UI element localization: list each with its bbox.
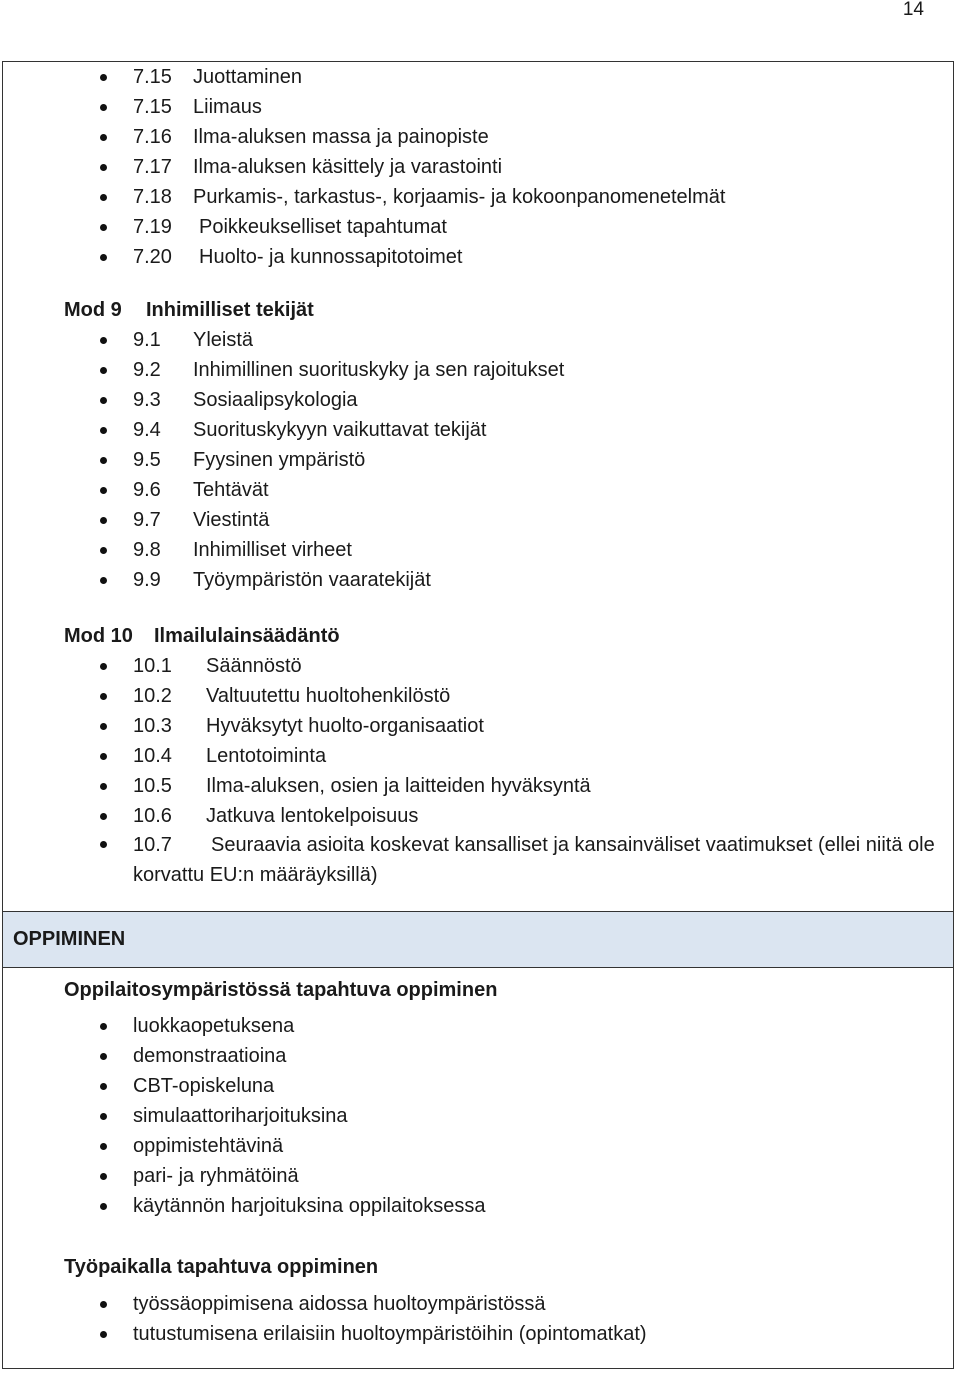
bullet-icon xyxy=(100,723,107,730)
page-number: 14 xyxy=(902,0,924,20)
item-label: Jatkuva lentokelpoisuus xyxy=(206,805,419,827)
section-title: OPPIMINEN xyxy=(13,928,126,950)
bullet-icon xyxy=(100,1331,107,1338)
bullet-icon xyxy=(100,337,107,344)
bullet-icon xyxy=(100,104,107,111)
item-number: 9.5 xyxy=(133,449,161,471)
bullet-icon xyxy=(100,783,107,790)
content-frame xyxy=(2,61,954,1369)
item-label: työssäoppimisena aidossa huoltoympäristössä xyxy=(133,1293,546,1315)
bullet-icon xyxy=(100,457,107,464)
item-number: 9.8 xyxy=(133,539,161,561)
bullet-icon xyxy=(100,397,107,404)
bullet-icon xyxy=(100,1023,107,1030)
bullet-icon xyxy=(100,753,107,760)
item-number: 10.3 xyxy=(133,715,172,737)
bullet-icon xyxy=(100,841,107,848)
bullet-icon xyxy=(100,1203,107,1210)
item-label: Hyväksytyt huolto-organisaatiot xyxy=(206,715,484,737)
item-label: Säännöstö xyxy=(206,655,302,677)
item-label: Työympäristön vaaratekijät xyxy=(193,569,431,591)
item-label: CBT-opiskeluna xyxy=(133,1075,275,1097)
module-code: Mod 9 xyxy=(64,299,122,321)
item-number: 9.6 xyxy=(133,479,161,501)
item-number: 9.7 xyxy=(133,509,161,531)
module-title: Inhimilliset tekijät xyxy=(146,299,314,321)
item-label: Suorituskykyyn vaikuttavat tekijät xyxy=(193,419,487,441)
item-number: 7.15 xyxy=(133,96,172,118)
item-label: pari- ja ryhmätöinä xyxy=(133,1165,299,1187)
item-number: 10.4 xyxy=(133,745,172,767)
item-number: 7.17 xyxy=(133,156,172,178)
item-label: Ilma-aluksen käsittely ja varastointi xyxy=(193,156,503,178)
mod10-heading xyxy=(64,623,464,649)
item-label: Ilma-aluksen massa ja painopiste xyxy=(193,126,489,148)
item-label: Ilma-aluksen, osien ja laitteiden hyväksyntä xyxy=(206,775,591,797)
bullet-icon xyxy=(100,1143,107,1150)
item-label: Tehtävät xyxy=(193,479,269,501)
bullet-icon xyxy=(100,164,107,171)
item-label: käytännön harjoituksina oppilaitoksessa xyxy=(133,1195,486,1217)
module-code: Mod 10 xyxy=(64,625,133,647)
bullet-icon xyxy=(100,74,107,81)
bullet-icon xyxy=(100,663,107,670)
list-item xyxy=(3,830,953,890)
section-band xyxy=(3,912,953,968)
bullet-icon xyxy=(100,813,107,820)
bullet-icon xyxy=(100,693,107,700)
item-number: 9.3 xyxy=(133,389,161,411)
item-number: 9.9 xyxy=(133,569,161,591)
item-number: 10.2 xyxy=(133,685,172,707)
item-label: Liimaus xyxy=(193,96,262,118)
bullet-icon xyxy=(100,1301,107,1308)
bullet-icon xyxy=(100,1083,107,1090)
item-number: 7.19 xyxy=(133,216,172,238)
item-label: Huolto- ja kunnossapitotoimet xyxy=(199,246,463,268)
item-label: Purkamis-, tarkastus-, korjaamis- ja kokoonpanomenetelmät xyxy=(193,186,726,208)
mod9-heading xyxy=(64,297,464,323)
bullet-icon xyxy=(100,547,107,554)
bullet-icon xyxy=(100,427,107,434)
bullet-icon xyxy=(100,1173,107,1180)
item-number: 7.18 xyxy=(133,186,172,208)
item-label: Fyysinen ympäristö xyxy=(193,449,366,471)
item-number: 9.1 xyxy=(133,329,161,351)
item-label: oppimistehtävinä xyxy=(133,1135,284,1157)
module-title: Ilmailulainsäädäntö xyxy=(154,625,340,647)
item-number: 9.4 xyxy=(133,419,161,441)
bullet-icon xyxy=(100,577,107,584)
bullet-icon xyxy=(100,254,107,261)
item-number: 7.20 xyxy=(133,246,172,268)
item-label: Inhimilliset virheet xyxy=(193,539,352,561)
item-label: Seuraavia asioita koskevat kansalliset ja kansainväliset vaatimukset (ellei niitä ole korvattu EU:n määräyksillä) xyxy=(133,834,935,886)
item-label: Juottaminen xyxy=(193,66,302,88)
item-number: 7.16 xyxy=(133,126,172,148)
school-learning-heading: Oppilaitosympäristössä tapahtuva oppiminen xyxy=(64,979,498,1001)
bullet-icon xyxy=(100,367,107,374)
item-label: Valtuutettu huoltohenkilöstö xyxy=(206,685,451,707)
item-label: Yleistä xyxy=(193,329,254,351)
workplace-learning-heading: Työpaikalla tapahtuva oppiminen xyxy=(64,1256,379,1278)
item-label: Lentotoiminta xyxy=(206,745,327,767)
item-label: simulaattoriharjoituksina xyxy=(133,1105,348,1127)
item-label: demonstraatioina xyxy=(133,1045,287,1067)
bullet-icon xyxy=(100,517,107,524)
item-number: 10.6 xyxy=(133,805,172,827)
bullet-icon xyxy=(100,194,107,201)
item-label: Poikkeukselliset tapahtumat xyxy=(199,216,447,238)
item-number: 10.1 xyxy=(133,655,172,677)
bullet-icon xyxy=(100,1053,107,1060)
item-number: 10.7 xyxy=(133,834,172,856)
bullet-icon xyxy=(100,224,107,231)
item-label: Viestintä xyxy=(193,509,270,531)
item-number: 9.2 xyxy=(133,359,161,381)
bullet-icon xyxy=(100,1113,107,1120)
item-label: luokkaopetuksena xyxy=(133,1015,295,1037)
item-number: 7.15 xyxy=(133,66,172,88)
item-label: tutustumisena erilaisiin huoltoympäristöihin (opintomatkat) xyxy=(133,1323,647,1345)
item-number: 10.5 xyxy=(133,775,172,797)
bullet-icon xyxy=(100,487,107,494)
item-label: Inhimillinen suorituskyky ja sen rajoitukset xyxy=(193,359,565,381)
bullet-icon xyxy=(100,134,107,141)
item-label: Sosiaalipsykologia xyxy=(193,389,358,411)
